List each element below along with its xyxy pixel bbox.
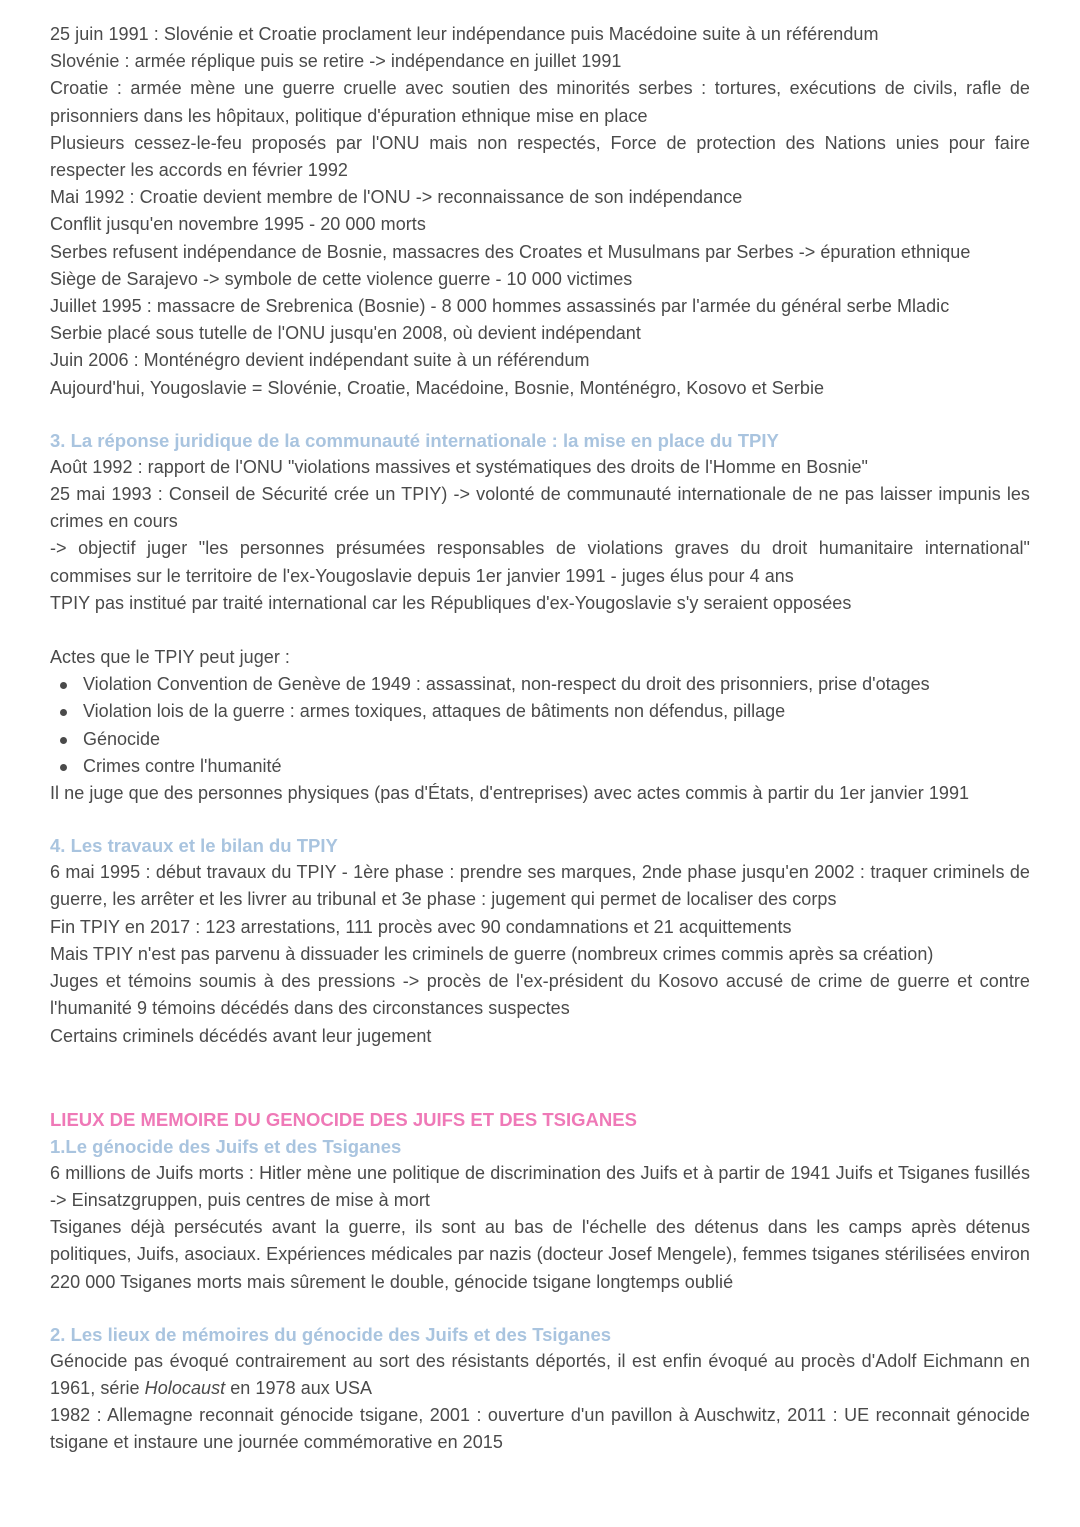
acts-intro: Actes que le TPIY peut juger : <box>50 647 290 668</box>
paragraph-line: 25 mai 1993 : Conseil de Sécurité crée un TPIY) -> volonté de communauté internationale de ne pas laisser impunis les crimes en cours <box>50 484 1030 532</box>
paragraph-line: 25 juin 1991 : Slovénie et Croatie proclament leur indépendance puis Macédoine suite à un référendum <box>50 24 879 44</box>
part-heading: LIEUX DE MEMOIRE DU GENOCIDE DES JUIFS ET DES TSIGANES <box>50 1108 637 1130</box>
intro-block <box>50 21 1030 402</box>
paragraph-line: Août 1992 : rapport de l'ONU "violations massives et systématiques des droits de l'Homme en Bosnie" <box>50 456 868 477</box>
paragraph-line: Mai 1992 : Croatie devient membre de l'ONU -> reconnaissance de son indépendance <box>50 187 743 208</box>
paragraph-line: Slovénie : armée réplique puis se retire -> indépendance en juillet 1991 <box>50 51 622 72</box>
sub-1-heading: 1.Le génocide des Juifs et des Tsiganes <box>50 1135 402 1157</box>
paragraph-line: 6 millions de Juifs morts : Hitler mène une politique de discrimination des Juifs et à partir de 1941 Juifs et Tsiganes fusillés -> Einsatzgruppen, puis centres de mise à mort <box>50 1162 1030 1210</box>
text-span: Génocide pas évoqué contrairement au sort des résistants déportés, il est enfin évoqué au procès d'Adolf Eichmann en 1961, série <box>50 1350 1030 1398</box>
paragraph-line: Tsiganes déjà persécutés avant la guerre, ils sont au bas de l'échelle des détenus dans les camps après détenus politiques, Juifs, asociaux. Expériences médicales par nazis (docteur Josef Mengele), femmes tsiganes stérilisées environ 220 000 Tsiganes morts mais sûrement le double, génocide tsigane longtemps oublié <box>50 1217 1030 1292</box>
list-item: Violation Convention de Genève de 1949 : assassinat, non-respect du droit des prisonniers, prise d'otages <box>50 671 1030 698</box>
section-3 <box>50 427 1030 807</box>
paragraph-line: Aujourd'hui, Yougoslavie = Slovénie, Croatie, Macédoine, Bosnie, Monténégro, Kosovo et Serbie <box>50 377 825 398</box>
paragraph-line: Plusieurs cessez-le-feu proposés par l'ONU mais non respectés, Force de protection des Nations unies pour faire respecter les accords en février 1992 <box>50 132 1030 181</box>
list-item: Génocide <box>50 726 1030 753</box>
section-3-heading: 3. La réponse juridique de la communauté internationale : la mise en place du TPIY <box>50 429 779 451</box>
text-span: en 1978 aux USA <box>225 1377 373 1398</box>
list-item: Violation lois de la guerre : armes toxiques, attaques de bâtiments non défendus, pillage <box>50 698 1030 725</box>
paragraph-line: Certains criminels décédés avant leur jugement <box>50 1025 432 1046</box>
acts-list <box>50 671 1030 780</box>
list-item: Crimes contre l'humanité <box>50 753 1030 780</box>
paragraph-line <box>50 1348 1030 1402</box>
part-lieux-memoire <box>50 1106 1030 1457</box>
section-4 <box>50 832 1030 1049</box>
paragraph-line: Juges et témoins soumis à des pressions -> procès de l'ex-président du Kosovo accusé de crime de guerre et contre l'humanité 9 témoins décédés dans des circonstances suspectes <box>50 971 1030 1019</box>
series-title: Holocaust <box>144 1377 226 1398</box>
paragraph-line: 1982 : Allemagne reconnait génocide tsigane, 2001 : ouverture d'un pavillon à Auschwitz, 2011 : UE reconnait génocide tsigane et instaure une journée commémorative en 2015 <box>50 1405 1030 1453</box>
paragraph-line: 6 mai 1995 : début travaux du TPIY - 1ère phase : prendre ses marques, 2nde phase jusqu'en 2002 : traquer criminels de guerre, les arrêter et les livrer au tribunal et 3e phase : jugement qui permet de localiser des corps <box>50 862 1030 910</box>
paragraph-line: Serbie placé sous tutelle de l'ONU jusqu'en 2008, où devient indépendant <box>50 323 641 344</box>
paragraph-line: Fin TPIY en 2017 : 123 arrestations, 111 procès avec 90 condamnations et 21 acquittements <box>50 916 792 937</box>
paragraph-line: -> objectif juger "les personnes présumées responsables de violations graves du droit humanitaire international" commises sur le territoire de l'ex-Yougoslavie depuis 1er janvier 1991 - juges élus pour 4 ans <box>50 538 1030 586</box>
section-4-heading: 4. Les travaux et le bilan du TPIY <box>50 835 338 857</box>
paragraph-line: Juin 2006 : Monténégro devient indépendant suite à un référendum <box>50 350 590 371</box>
paragraph-line: Il ne juge que des personnes physiques (pas d'États, d'entreprises) avec actes commis à partir du 1er janvier 1991 <box>50 783 970 804</box>
paragraph-line: Conflit jusqu'en novembre 1995 - 20 000 morts <box>50 214 426 235</box>
paragraph-line: Mais TPIY n'est pas parvenu à dissuader les criminels de guerre (nombreux crimes commis après sa création) <box>50 943 934 964</box>
paragraph-line: Juillet 1995 : massacre de Srebrenica (Bosnie) - 8 000 hommes assassinés par l'armée du général serbe Mladic <box>50 296 950 317</box>
paragraph-line: Serbes refusent indépendance de Bosnie, massacres des Croates et Musulmans par Serbes -> épuration ethnique <box>50 241 971 262</box>
paragraph-line: Croatie : armée mène une guerre cruelle avec soutien des minorités serbes : tortures, exécutions de civils, rafle de prisonniers dans les hôpitaux, politique d'épuration ethnique mise en place <box>50 78 1030 126</box>
sub-2-heading: 2. Les lieux de mémoires du génocide des Juifs et des Tsiganes <box>50 1323 612 1345</box>
paragraph-line: TPIY pas institué par traité international car les Républiques d'ex-Yougoslavie s'y seraient opposées <box>50 592 852 613</box>
paragraph-line: Siège de Sarajevo -> symbole de cette violence guerre - 10 000 victimes <box>50 268 633 289</box>
